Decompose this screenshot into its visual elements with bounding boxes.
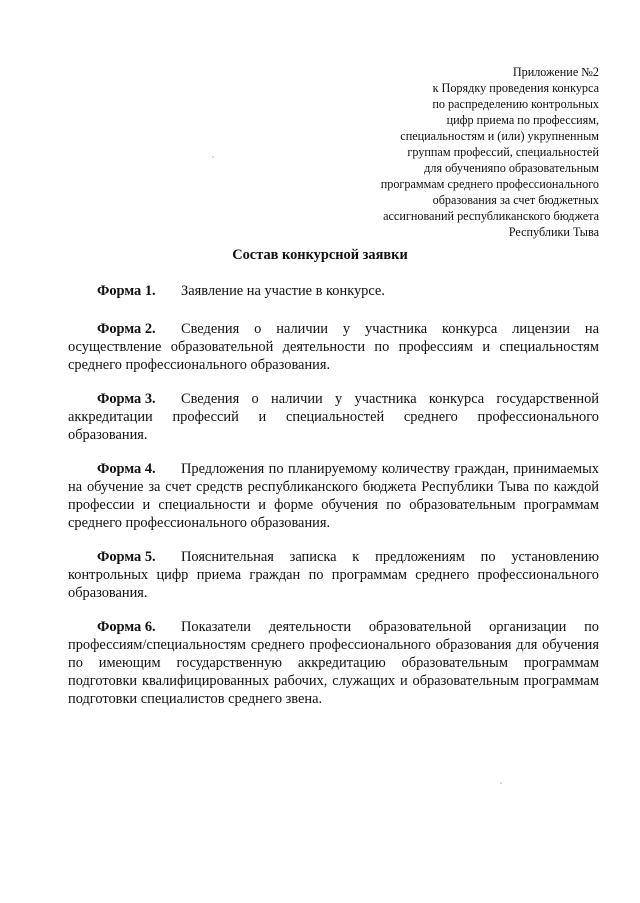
form-item-5 — [68, 548, 599, 602]
appendix-line: группам профессий, специальностей — [407, 145, 599, 159]
appendix-line: к Порядку проведения конкурса — [432, 81, 599, 95]
form-item-1 — [68, 282, 599, 300]
appendix-header — [299, 64, 599, 240]
form-item-6 — [68, 618, 599, 708]
document-title: Состав конкурсной заявки — [232, 247, 408, 263]
form-text: Заявление на участие в конкурсе. — [181, 283, 385, 299]
scan-speck — [212, 156, 214, 158]
appendix-line: программам среднего профессионального — [380, 177, 599, 191]
appendix-line: специальностям и (или) укрупненным — [400, 129, 599, 143]
form-label: Форма 2. — [97, 321, 156, 337]
form-label: Форма 3. — [97, 391, 156, 407]
appendix-line: по распределению контрольных — [432, 97, 599, 111]
form-text: Предложения по планируемому количеству граждан, принимаемых на обучение за счет средств республиканского бюджета Республики Тыва по каждой профессии и специальности и форме обучения по образовательным программам среднего профессионального образования. — [68, 461, 599, 531]
form-item-3 — [68, 390, 599, 444]
form-item-4 — [68, 460, 599, 532]
appendix-line: ассигнований республиканского бюджета — [383, 209, 599, 223]
appendix-line: Республики Тыва — [508, 225, 599, 239]
appendix-line: образования за счет бюджетных — [432, 193, 599, 207]
form-label: Форма 6. — [97, 619, 156, 635]
scan-speck — [500, 782, 502, 784]
appendix-line: Приложение №2 — [512, 65, 599, 79]
form-label: Форма 5. — [97, 549, 156, 565]
form-text: Сведения о наличии у участника конкурса государственной аккредитации профессий и специальностей среднего профессионального образования. — [68, 391, 599, 443]
appendix-line: цифр приема по профессиям, — [446, 113, 599, 127]
form-label: Форма 4. — [97, 461, 156, 477]
form-text: Показатели деятельности образовательной организации по профессиям/специальностям среднего профессионального образования для обучения по имеющим государственную аккредитацию образовательным программам подготовки квалифицированных рабочих, служащих и образовательным программам подготовки специалистов среднего звена. — [68, 619, 599, 707]
form-text: Сведения о наличии у участника конкурса лицензии на осуществление образовательной деятельности по профессиям и специальностям среднего профессионального образования. — [68, 321, 599, 373]
form-item-2 — [68, 320, 599, 374]
appendix-line: для обученияпо образовательным — [424, 161, 599, 175]
form-label: Форма 1. — [97, 283, 156, 299]
form-text: Пояснительная записка к предложениям по установлению контрольных цифр приема граждан по программам среднего профессионального образования. — [68, 549, 599, 601]
forms-list — [68, 282, 599, 724]
